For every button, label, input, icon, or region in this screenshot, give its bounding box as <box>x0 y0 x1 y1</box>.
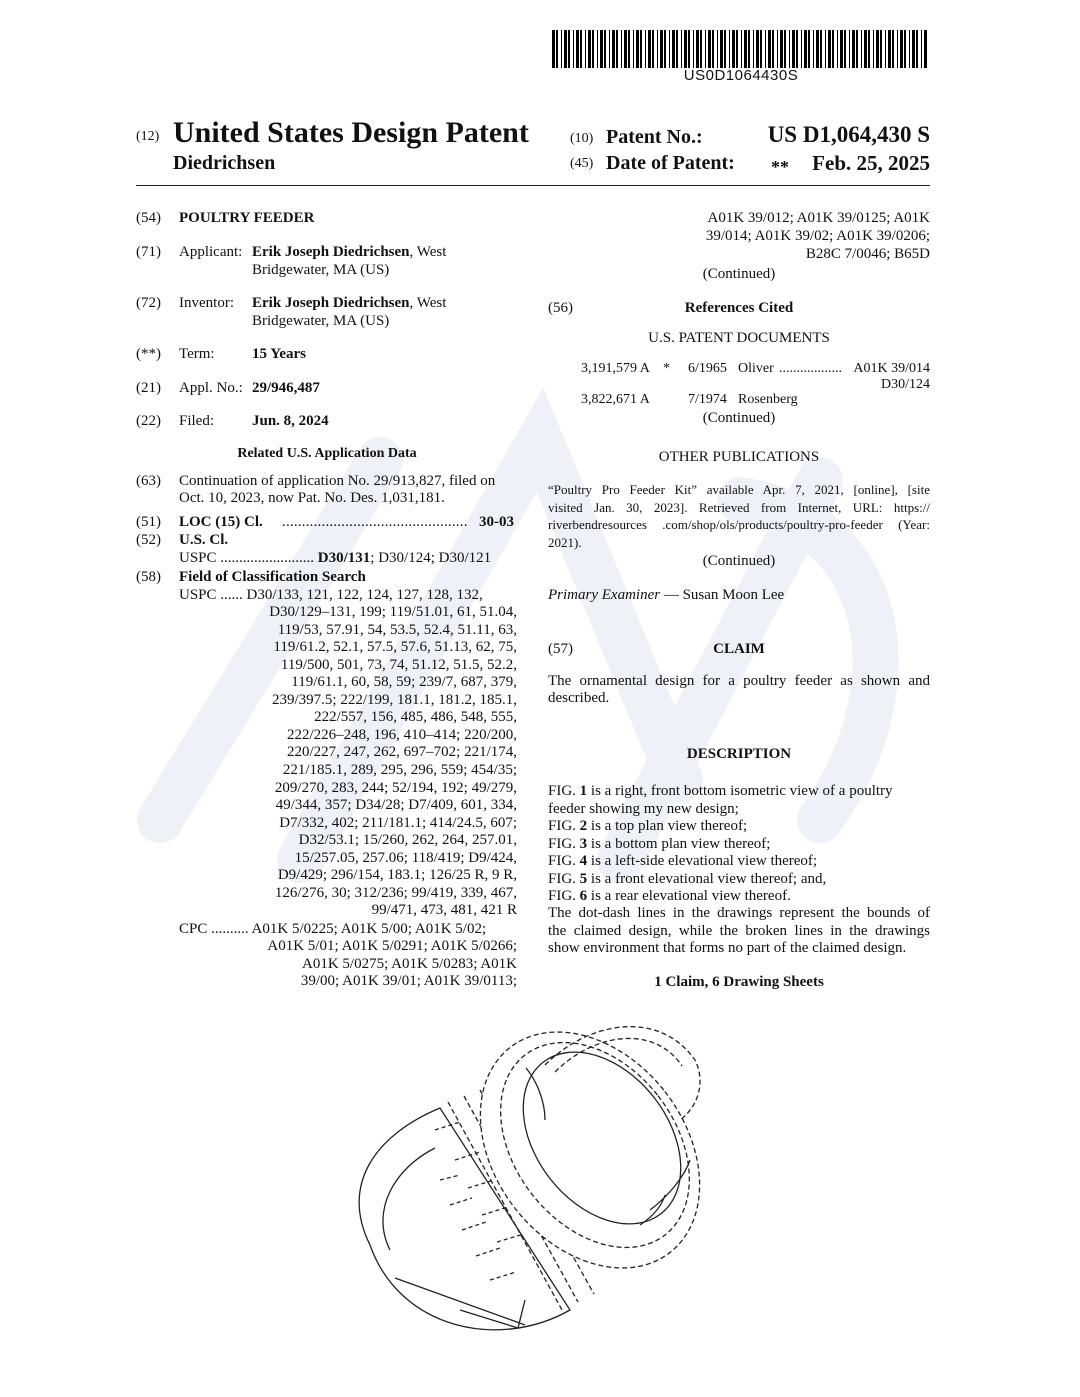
text-line: 222/226–248, 196, 410–414; 220/200, <box>286 726 517 743</box>
barcode-bar <box>624 30 627 68</box>
ref-2-name: Rosenberg <box>738 392 798 407</box>
text-line: A01K 5/01; A01K 5/0291; A01K 5/0266; <box>267 938 517 954</box>
barcode-bar <box>672 30 675 68</box>
barcode-bar <box>676 30 678 68</box>
barcode-bar <box>628 30 630 68</box>
inid-code-54: (54) <box>136 210 161 226</box>
barcode-bar <box>876 30 879 68</box>
text-line: A01K 39/012; A01K 39/0125; A01K <box>707 210 930 226</box>
barcode-bar <box>849 30 850 68</box>
barcode-bar <box>888 30 891 68</box>
text-line: 220/227, 247, 262, 697–702; 221/174, <box>286 744 517 761</box>
barcode-bar <box>864 30 867 68</box>
ref-2-number: 3,822,671 A <box>581 392 650 407</box>
barcode-bar <box>573 30 574 68</box>
inventor-line-1: Erik Joseph Diedrichsen, West <box>252 295 447 311</box>
barcode-bar <box>897 30 898 68</box>
ref-1-name: Oliver <box>738 361 774 376</box>
text-line: 126/276, 30; 312/236; 99/419, 339, 467, <box>274 884 517 901</box>
inid-code-22: (22) <box>136 413 161 429</box>
loc-leader-dots: ............................................... <box>282 514 468 530</box>
inid-code-45: (45) <box>570 156 594 171</box>
barcode-bar <box>724 30 726 68</box>
barcode-bar <box>820 30 822 68</box>
barcode-bar <box>832 30 834 68</box>
text-line: 39/00; A01K 39/01; A01K 39/0113; <box>300 973 517 989</box>
barcode-bar <box>808 30 810 68</box>
text-line: D9/429; 296/154, 183.1; 126/25 R, 9 R, <box>277 867 517 884</box>
barcode-bar <box>768 30 771 68</box>
cpc-first-line: CPC .......... A01K 5/0225; A01K 5/00; A01K 5/02; <box>179 921 487 937</box>
barcode-bar <box>564 30 567 68</box>
pubs-continued-note: (Continued) <box>702 553 776 569</box>
barcode-bar <box>924 30 927 68</box>
barcode-bar <box>748 30 750 68</box>
patent-number-label: Patent No.: <box>606 126 703 148</box>
figure-description-line: FIG. 2 is a top plan view thereof; <box>548 818 748 834</box>
text-line: 39/014; A01K 39/02; A01K 39/0206; <box>705 228 930 244</box>
patent-number: US D1,064,430 S <box>767 122 930 147</box>
barcode-bar <box>780 30 783 68</box>
inid-code-56: (56) <box>548 300 573 316</box>
text-line: D30/129–131, 199; 119/51.01, 61, 51.04, <box>269 604 517 620</box>
patent-title: POULTRY FEEDER <box>179 210 315 226</box>
barcode-bar <box>681 30 682 68</box>
term-value: 15 Years <box>252 346 307 362</box>
barcode-bar <box>789 30 790 68</box>
figure-description-line: FIG. 1 is a right, front bottom isometric view of a poultry <box>548 783 893 799</box>
barcode-bar <box>640 30 642 68</box>
description-heading: DESCRIPTION <box>686 746 792 762</box>
uspc-search-first-line: USPC ...... D30/133, 121, 122, 124, 127, 128, 132, <box>179 587 483 603</box>
refs-continued-note: (Continued) <box>702 410 776 426</box>
barcode-bar <box>652 30 654 68</box>
barcode-bar <box>796 30 798 68</box>
examiner-name: Susan Moon Lee <box>682 587 785 603</box>
barcode-bar <box>861 30 862 68</box>
barcode-bar <box>588 30 591 68</box>
inventor-line-2: Bridgewater, MA (US) <box>252 313 390 329</box>
barcode-bar <box>868 30 870 68</box>
inventor-name: Erik Joseph Diedrichsen <box>252 295 410 311</box>
claims-count: 1 Claim, 6 Drawing Sheets <box>654 974 824 990</box>
barcode-bar <box>552 30 555 68</box>
text-line: B28C 7/0046; B65D <box>805 246 930 262</box>
continuation-line-1: Continuation of application No. 29/913,827, filed on <box>179 473 496 489</box>
barcode-bar <box>717 30 718 68</box>
text-line: the claimed design, while the broken lines in the drawings <box>548 922 930 939</box>
loc-class: 30-03 <box>479 514 514 530</box>
ref-1-dots: .................. <box>779 361 842 376</box>
inid-code-21: (21) <box>136 380 161 396</box>
barcode-bar <box>916 30 918 68</box>
barcode-bar <box>801 30 802 68</box>
barcode-bar <box>708 30 711 68</box>
us-patent-documents-heading: U.S. PATENT DOCUMENTS <box>648 330 830 346</box>
barcode-bar <box>729 30 730 68</box>
barcode-bar <box>909 30 910 68</box>
continuation-line-2: Oct. 10, 2023, now Pat. No. Des. 1,031,181. <box>179 490 445 506</box>
us-class-label: U.S. Cl. <box>179 532 229 548</box>
uspc-primary-line: USPC ......................... D30/131; D30/124; D30/121 <box>179 550 492 566</box>
barcode-bar <box>880 30 882 68</box>
barcode-bar <box>580 30 582 68</box>
ref-1-class-2: D30/124 <box>881 377 930 392</box>
application-number-label: Appl. No.: <box>179 380 243 396</box>
barcode-bar <box>621 30 622 68</box>
inid-code-51: (51) <box>136 514 161 530</box>
filed-date: Jun. 8, 2024 <box>252 413 329 429</box>
barcode-bar <box>852 30 855 68</box>
barcode <box>552 30 930 68</box>
text-line: 119/53, 57.91, 54, 53.5, 52.4, 51.11, 63, <box>277 621 517 638</box>
text-line: 221/185.1, 289, 295, 296, 559; 454/35; <box>282 761 517 778</box>
text-line: 119/61.2, 52.1, 57.5, 57.6, 51.13, 62, 75, <box>273 639 517 656</box>
barcode-bar <box>825 30 826 68</box>
barcode-bar <box>712 30 714 68</box>
figure-description-line: feeder showing my new design; <box>548 800 739 817</box>
figure-description-line: FIG. 4 is a left-side elevational view thereof; <box>548 853 818 869</box>
publication-line: 2021). <box>548 534 582 550</box>
barcode-bar <box>840 30 843 68</box>
text-line: show environment that forms no part of the claimed design. <box>548 940 907 956</box>
barcode-bar <box>753 30 754 68</box>
barcode-bar <box>561 30 562 68</box>
barcode-bar <box>568 30 570 68</box>
text-line: D7/332, 402; 211/181.1; 414/24.5, 607; <box>279 814 517 831</box>
publication-line: visited Jan. 30, 2023]. Retrieved from Internet, URL: https:// <box>548 499 930 515</box>
application-number: 29/946,487 <box>252 380 320 396</box>
inid-code-71: (71) <box>136 244 161 260</box>
representative-drawing <box>340 1010 730 1340</box>
barcode-bar <box>576 30 579 68</box>
text-line: The dot-dash lines in the drawings represent the bounds of <box>548 905 930 921</box>
inventor-label: Inventor: <box>179 295 234 311</box>
text-line: 119/61.1, 60, 58, 59; 239/7, 687, 379, <box>291 674 517 691</box>
barcode-bar <box>777 30 778 68</box>
applicant-line-2: Bridgewater, MA (US) <box>252 262 390 278</box>
term-asterisks: ** <box>771 157 789 177</box>
barcode-bar <box>816 30 819 68</box>
patent-type-heading: United States Design Patent <box>173 116 529 149</box>
publication-line: riverbendresources .com/shop/ols/products/poultry-pro-feeder (Year: <box>548 517 930 532</box>
barcode-bar <box>585 30 586 68</box>
barcode-bar <box>736 30 738 68</box>
barcode-bar <box>556 30 558 68</box>
inid-code-term: (**) <box>136 346 161 362</box>
other-publications-heading: OTHER PUBLICATIONS <box>658 449 820 465</box>
barcode-bar <box>885 30 886 68</box>
barcode-number: US0D1064430S <box>683 67 799 84</box>
ref-1-number: 3,191,579 A <box>581 361 650 376</box>
claim-text-line-1: The ornamental design for a poultry feeder as shown and <box>548 673 930 689</box>
date-of-patent: Feb. 25, 2025 <box>812 151 930 175</box>
barcode-bar <box>597 30 598 68</box>
barcode-bar <box>684 30 687 68</box>
figure-description-line: FIG. 5 is a front elevational view thereof; and, <box>548 870 827 887</box>
ref-1-star: * <box>663 361 670 376</box>
ref-1-class: A01K 39/014 <box>853 361 930 376</box>
barcode-bar <box>792 30 795 68</box>
barcode-bar <box>741 30 742 68</box>
barcode-bar <box>660 30 663 68</box>
barcode-bar <box>813 30 814 68</box>
barcode-bar <box>772 30 774 68</box>
text-line: 209/270, 283, 244; 52/194, 192; 49/279, <box>274 779 517 796</box>
ref-1-date: 6/1965 <box>688 361 727 376</box>
barcode-bar <box>784 30 786 68</box>
barcode-bar <box>756 30 759 68</box>
header-divider <box>136 185 930 186</box>
barcode-bar <box>744 30 747 68</box>
barcode-bar <box>648 30 651 68</box>
barcode-bar <box>592 30 594 68</box>
inid-code-72: (72) <box>136 295 161 311</box>
inid-code-63: (63) <box>136 473 161 489</box>
barcode-bar <box>720 30 723 68</box>
claim-heading: CLAIM <box>713 641 765 657</box>
inid-code-57: (57) <box>548 641 573 657</box>
barcode-bar <box>804 30 807 68</box>
related-data-heading: Related U.S. Application Data <box>237 446 417 461</box>
barcode-bar <box>904 30 906 68</box>
barcode-bar <box>705 30 706 68</box>
barcode-bar <box>669 30 670 68</box>
barcode-bar <box>612 30 615 68</box>
barcode-bar <box>645 30 646 68</box>
applicant-line-1: Erik Joseph Diedrichsen, West <box>252 244 447 260</box>
text-line: 49/344, 357; D34/28; D7/409, 601, 334, <box>275 797 517 814</box>
filed-label: Filed: <box>179 413 215 429</box>
inventor-surname: Diedrichsen <box>173 152 276 174</box>
term-label: Term: <box>179 346 215 362</box>
text-line: A01K 5/0275; A01K 5/0283; A01K <box>301 955 517 972</box>
text-line: 239/397.5; 222/199, 181.1, 181.2, 185.1, <box>271 691 517 708</box>
barcode-bar <box>912 30 915 68</box>
cpc-continued-note: (Continued) <box>702 266 776 282</box>
publication-line: “Poultry Pro Feeder Kit” available Apr. 7, 2021, [online], [site <box>548 482 930 497</box>
claim-text-line-2: described. <box>548 690 610 706</box>
barcode-bar <box>828 30 831 68</box>
barcode-bar <box>696 30 699 68</box>
barcode-bar <box>856 30 858 68</box>
applicant-label: Applicant: <box>179 244 243 260</box>
barcode-bar <box>636 30 639 68</box>
barcode-bar <box>616 30 618 68</box>
barcode-bar <box>873 30 874 68</box>
barcode-bar <box>693 30 694 68</box>
examiner-line: Primary Examiner — Susan Moon Lee <box>548 587 785 603</box>
field-of-search-heading: Field of Classification Search <box>179 569 366 585</box>
barcode-bar <box>633 30 634 68</box>
text-line: 99/471, 473, 481, 421 R <box>371 902 517 919</box>
inid-code-12: (12) <box>136 129 160 144</box>
inid-code-10: (10) <box>570 131 594 146</box>
text-line: 15/257.05, 257.06; 118/419; D9/424, <box>294 849 517 866</box>
barcode-bar <box>688 30 690 68</box>
text-line: 119/500, 501, 73, 74, 51.12, 51.5, 52.2, <box>280 656 517 673</box>
barcode-bar <box>664 30 666 68</box>
ref-2-date: 7/1974 <box>688 392 727 407</box>
barcode-bar <box>609 30 610 68</box>
text-line: 222/557, 156, 485, 486, 548, 555, <box>314 709 517 726</box>
barcode-bar <box>760 30 762 68</box>
barcode-bar <box>700 30 702 68</box>
barcode-bar <box>844 30 846 68</box>
barcode-bar <box>921 30 922 68</box>
applicant-name: Erik Joseph Diedrichsen <box>252 244 410 260</box>
date-of-patent-label: Date of Patent: <box>606 152 735 174</box>
figure-description-line: FIG. 3 is a bottom plan view thereof; <box>548 835 771 852</box>
barcode-bar <box>600 30 603 68</box>
inid-code-58: (58) <box>136 569 161 585</box>
text-line: D32/53.1; 15/260, 262, 264, 257.01, <box>298 832 517 849</box>
inid-code-52: (52) <box>136 532 161 548</box>
loc-label: LOC (15) Cl. <box>179 514 263 530</box>
barcode-bar <box>657 30 658 68</box>
barcode-bar <box>900 30 903 68</box>
figure-description-line: FIG. 6 is a rear elevational view thereof. <box>548 888 791 904</box>
barcode-bar <box>732 30 735 68</box>
references-cited-heading: References Cited <box>684 300 794 316</box>
barcode-bar <box>892 30 894 68</box>
barcode-bar <box>765 30 766 68</box>
examiner-label: Primary Examiner <box>548 587 661 603</box>
barcode-bar <box>837 30 838 68</box>
barcode-bar <box>604 30 606 68</box>
